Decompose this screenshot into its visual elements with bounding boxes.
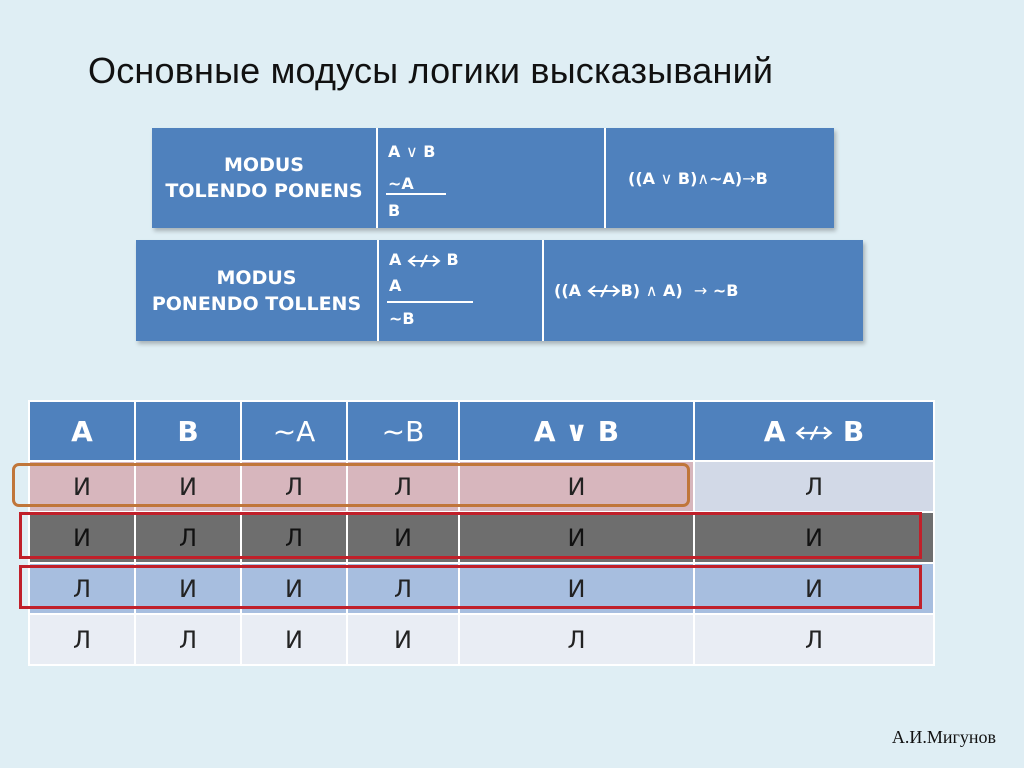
table-cell: И — [694, 512, 934, 563]
table-cell: И — [241, 614, 347, 665]
modus-ponendo-tollens-name — [136, 240, 379, 341]
column-header-a-xor-b — [694, 401, 934, 461]
modus-name-line1: MODUS — [216, 266, 297, 289]
conclusion: B — [388, 201, 401, 220]
table-cell: И — [135, 461, 241, 512]
author-credit: А.И.Мигунов — [891, 727, 996, 747]
slide-title: Основные модусы логики высказываний — [88, 50, 774, 91]
modus-name-line2: PONENDO TOLLENS — [151, 292, 362, 315]
column-header-not-a: ~A — [241, 401, 347, 461]
table-row — [29, 512, 934, 563]
column-header-a: A — [29, 401, 135, 461]
premise-2: A — [389, 276, 402, 295]
formula-part: ~B — [712, 281, 739, 300]
column-header-not-b: ~B — [347, 401, 459, 461]
inference-line — [386, 193, 446, 195]
xor-arrows-icon — [587, 284, 621, 298]
table-cell: Л — [694, 614, 934, 665]
table-cell: Л — [29, 614, 135, 665]
table-cell: Л — [694, 461, 934, 512]
table-cell: И — [459, 461, 694, 512]
premise-a: A — [388, 142, 401, 161]
table-row — [29, 563, 934, 614]
table-cell: И — [29, 461, 135, 512]
premise-b: B — [446, 250, 459, 269]
modus-ponendo-tollens-formula — [544, 240, 863, 341]
and-operator: ∧ — [697, 168, 710, 188]
premise-2: ~A — [388, 174, 414, 193]
modus-name-line2: TOLENDO PONENS — [165, 180, 363, 202]
xor-arrows-icon — [407, 254, 441, 268]
modus-name-line1: MODUS — [224, 154, 304, 176]
table-cell: Л — [29, 563, 135, 614]
formula-part: B) — [620, 281, 641, 300]
xor-arrows-icon — [795, 425, 833, 441]
table-cell: Л — [135, 614, 241, 665]
modus-tolendo-ponens-premises — [378, 128, 606, 228]
modus-tolendo-ponens-box — [152, 128, 834, 228]
and-operator: ∧ — [645, 281, 658, 300]
table-row — [29, 461, 934, 512]
formula-part: B — [755, 168, 768, 188]
modus-ponendo-tollens-premises — [379, 240, 544, 341]
table-row — [29, 614, 934, 665]
table-cell: И — [135, 563, 241, 614]
premise-1 — [388, 142, 435, 161]
inference-line — [387, 301, 473, 303]
table-cell: И — [347, 614, 459, 665]
conclusion: ~B — [389, 309, 415, 328]
truth-table — [28, 400, 935, 666]
table-header-row — [29, 401, 934, 461]
table-cell: Л — [241, 461, 347, 512]
table-cell: Л — [135, 512, 241, 563]
implies-arrow-icon: → — [742, 168, 756, 188]
table-cell: И — [29, 512, 135, 563]
table-cell: Л — [459, 614, 694, 665]
table-cell: И — [694, 563, 934, 614]
or-operator: ∨ — [405, 142, 418, 161]
table-cell: И — [459, 563, 694, 614]
table-cell: Л — [347, 461, 459, 512]
column-header-b: B — [135, 401, 241, 461]
or-operator: ∨ — [660, 168, 673, 188]
column-header-a-or-b: A ∨ B — [459, 401, 694, 461]
premise-a: A — [389, 250, 402, 269]
table-cell: Л — [347, 563, 459, 614]
formula-part: ((A — [554, 281, 582, 300]
table-cell: Л — [241, 512, 347, 563]
implies-arrow-icon: → — [693, 281, 708, 300]
formula-part: ~A) — [709, 168, 743, 188]
table-cell: И — [459, 512, 694, 563]
modus-tolendo-ponens-formula — [606, 128, 834, 228]
header-b: B — [842, 414, 865, 448]
table-cell: И — [347, 512, 459, 563]
premise-1 — [389, 250, 459, 269]
modus-ponendo-tollens-box — [136, 240, 863, 341]
formula-part: ((A — [628, 168, 656, 188]
modus-tolendo-ponens-name — [152, 128, 378, 228]
formula-part: B) — [677, 168, 698, 188]
header-a: A — [763, 414, 786, 448]
table-cell: И — [241, 563, 347, 614]
premise-b: B — [423, 142, 436, 161]
formula-part: A) — [662, 281, 683, 300]
